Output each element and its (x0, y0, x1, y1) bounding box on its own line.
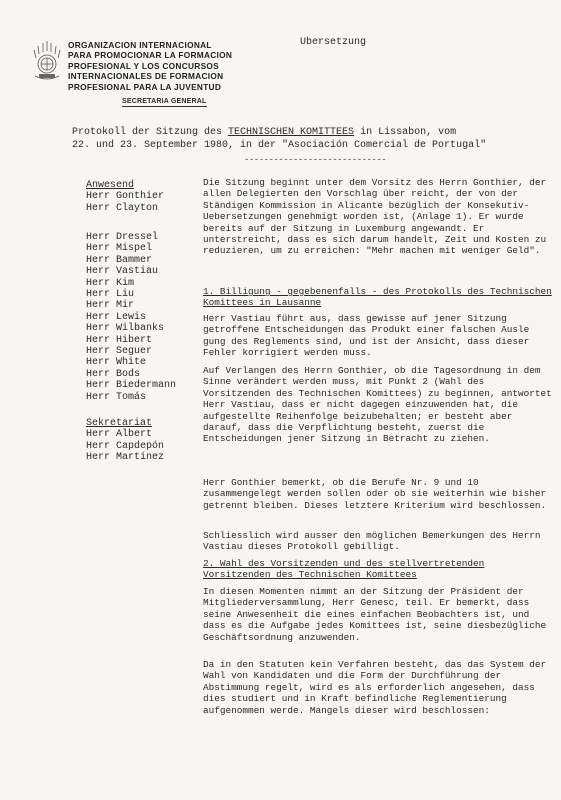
section-2-paragraph-1: In diesen Momenten nimmt an der Sitzung der Präsident der Mitgliederversammlung, Herr Genesc, teil. Er bemerkt, dass seine Anwesenheit die eines einfachen Beobachters ist, und dass es die Aufgabe jedes Komittees ist, seine diesbezügliche Geschäftsordnung anzuwenden. (203, 586, 547, 643)
translation-label: Ubersetzung (300, 37, 367, 48)
attendee: Herr White (86, 357, 147, 369)
section-1-paragraph-1: Herr Vastiau führt aus, dass gewisse auf jener Sitzung getroffene Entscheidungen das Produkt einer falschen Ausle gung des Reglements sind, und ist der Ansicht, dass dieser Fehler korrigiert werden muss. (203, 313, 530, 359)
section-2-title: 2. Wahl des Vorsitzenden und des stellvertretenden Vorsitzenden des Technischen Komittees (203, 558, 485, 581)
section-1-paragraph-2: Auf Verlangen des Herrn Gonthier, ob die Tagesordnung in dem Sinne verändert werden muss, mit Punkt 2 (Wahl des Vorsitzenden des Technischen Komittees) zu beginnen, antwortet Herr Vastiau, dass er nicht dagegen einzuwenden hat, die aufgestellte Reihenfolge beizubehalten; er besteht aber darauf, dass die Verpflichtung besteht, zuerst die Entscheidungen jener Sitzung in Betracht zu ziehen. (203, 365, 552, 445)
secretariat-header: Sekretariat (86, 418, 153, 429)
section-2-paragraph-2: Da in den Statuten kein Verfahren besteht, das das System der Wahl von Kandidaten und die Form der Durchführung der Abstimmung regelt, wird es als erforderlich angesehen, dass dies studiert und in Kraft befindliche Reglementierung aufgenommen werde. Mangels dieser wird beschlossen: (203, 659, 547, 716)
org-line: PROFESIONAL Y LOS CONCURSOS (68, 60, 220, 71)
attendee: Herr Gonthier (86, 191, 165, 203)
attendee: Herr Tomás (86, 391, 147, 403)
section-1-paragraph-4: Schliesslich wird ausser den möglichen Bemerkungen des Herrn Vastiau dieses Protokoll gebilligt. (203, 530, 541, 553)
attendee: Herr Wilbanks (86, 323, 165, 335)
attendee: Herr Bammer (86, 254, 153, 266)
protocol-title-pre: Protokoll der Sitzung des (72, 127, 229, 138)
attendees-delegates (86, 232, 176, 403)
secretariat-member: Herr Albert (86, 429, 153, 441)
attendee: Herr Liu (86, 289, 135, 301)
attendee: Herr Clayton (86, 202, 159, 214)
title-divider: ----------------------------- (244, 155, 387, 165)
intro-paragraph (203, 177, 553, 257)
organization-name (68, 40, 232, 92)
attendee: Herr Lewis (86, 311, 147, 323)
intro-text: Die Sitzung beginnt unter dem Vorsitz des Herrn Gonthier, der allen Delegierten den Vorschlag über reicht, der von der Ständigen Kommission in Alicante bezüglich der Konsekutiv-Uebersetzungen genehmigt worden ist, (Anlage 1). Er wurde bereits auf der Sitzung in Luxemburg angewandt. Er unterstreicht, dass es sich darum handelt, Zeit und Kosten zu reduzieren, um zu erreichen: "Mehr machen mit weniger Geld". (203, 177, 547, 257)
attendee: Herr Mir (86, 300, 135, 312)
attendee: Herr Mispel (86, 243, 153, 255)
org-line: PARA PROMOCIONAR LA FORMACION (68, 50, 233, 61)
protocol-title-post: in Lissabon, vom (354, 127, 457, 138)
secretaria-general: SECRETARIA GENERAL (122, 98, 207, 105)
org-line: ORGANIZACION INTERNACIONAL (68, 40, 212, 50)
organization-logo-emblem (30, 38, 64, 84)
attendee: Herr Seguer (86, 346, 153, 358)
attendee: Herr Vastiau (86, 266, 159, 278)
org-line: PROFESIONAL PARA LA JUVENTUD (68, 81, 222, 92)
secretariat-member: Herr Capdepón (86, 440, 165, 452)
section-1-paragraph-3: Herr Gonthier bemerkt, ob die Berufe Nr. 9 und 10 zusammengelegt werden sollen oder ob sie weiterhin wie bisher getrennt bleiben. Dieses letztere Kriterium wird beschlossen. (203, 477, 547, 511)
attendee: Herr Dressel (86, 232, 159, 243)
attendees-header: Anwesend (86, 180, 135, 191)
attendee: Herr Biedermann (86, 380, 177, 392)
protocol-title-line2: 22. und 23. September 1980, in der "Asociación Comercial de Portugal" (72, 139, 487, 151)
secretariat-list (86, 418, 164, 464)
attendee: Herr Bods (86, 368, 141, 380)
secretariat-member: Herr Martínez (86, 452, 165, 464)
protocol-title (72, 127, 542, 152)
section-1-title: 1. Billigung - gegebenenfalls - des Protokolls des Technischen Komittees in Lausanne (203, 286, 552, 309)
protocol-title-committee: TECHNISCHEN KOMITTEES (228, 127, 355, 138)
org-line: INTERNACIONALES DE FORMACION (68, 71, 224, 82)
attendee: Herr Kim (86, 277, 135, 289)
attendee: Herr Hibert (86, 334, 153, 346)
attendees-present (86, 180, 164, 214)
